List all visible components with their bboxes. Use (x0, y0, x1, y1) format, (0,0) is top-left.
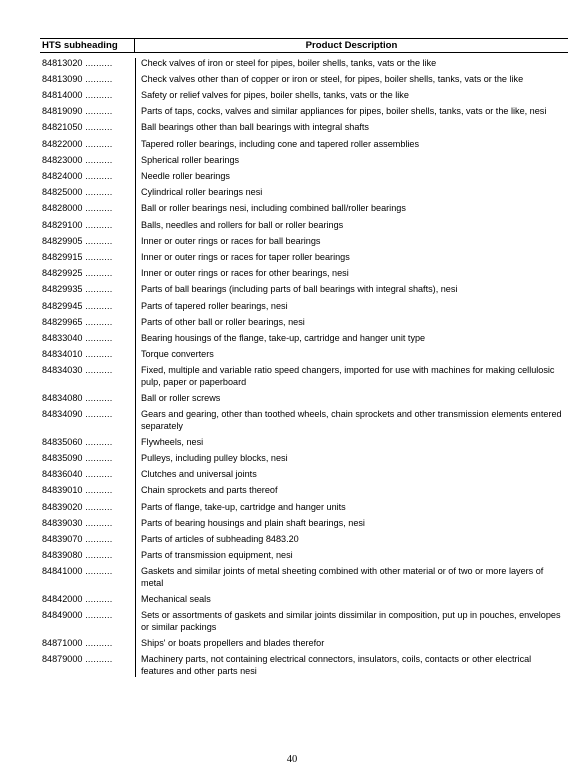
hts-code (40, 74, 135, 86)
dot-leader: .......... (82, 300, 113, 311)
hts-code-text: 84829935 (42, 284, 83, 295)
table-row (40, 453, 568, 465)
hts-code-text: 84819090 (42, 106, 83, 117)
hts-code (40, 518, 135, 530)
product-description: Inner or outer rings or races for other bearings, nesi (141, 268, 349, 279)
table-row (40, 155, 568, 167)
hts-code-text: 84839020 (42, 501, 83, 512)
dot-leader: .......... (82, 251, 113, 262)
hts-code-text: 84834030 (42, 365, 83, 376)
hts-code-text: 84814000 (42, 90, 83, 101)
table-row (40, 74, 568, 86)
table-row (40, 268, 568, 280)
table-row (40, 550, 568, 562)
dot-leader: .......... (82, 594, 113, 604)
dot-leader: .......... (82, 268, 113, 279)
table-row (40, 236, 568, 248)
dot-leader: .......... (82, 550, 113, 561)
product-description: Machinery parts, not containing electrical connectors, insulators, coils, contacts or other electrical features and other parts nesi (141, 654, 532, 676)
dot-leader: .......... (82, 154, 113, 165)
table-row (40, 252, 568, 264)
hts-code-text: 84829945 (42, 300, 83, 311)
hts-code (40, 638, 135, 650)
table-row (40, 139, 568, 151)
hts-code-text: 84879000 (42, 654, 83, 665)
hts-code (40, 566, 135, 589)
table-row (40, 469, 568, 481)
hts-code-text: 84825000 (42, 187, 83, 198)
dot-leader: .......... (82, 610, 113, 621)
dot-leader: .......... (82, 187, 113, 198)
hts-code-text: 84823000 (42, 154, 83, 165)
hts-code (40, 437, 135, 449)
table-row (40, 333, 568, 345)
hts-code (40, 155, 135, 167)
hts-code (40, 236, 135, 248)
hts-code-text: 84839010 (42, 485, 83, 496)
dot-leader: .......... (82, 73, 113, 84)
hts-code-text: 84833040 (42, 332, 83, 343)
dot-leader: .......... (82, 469, 113, 480)
product-description: Parts of taps, cocks, valves and similar appliances for pipes, boiler shells, tanks, vats or the like, nesi (141, 106, 547, 117)
hts-code (40, 393, 135, 405)
hts-code (40, 550, 135, 562)
table-row (40, 638, 568, 650)
table-row (40, 594, 568, 606)
hts-code (40, 502, 135, 514)
hts-product-table (40, 38, 568, 677)
page-number: 40 (286, 754, 298, 765)
hts-code (40, 469, 135, 481)
hts-code (40, 534, 135, 546)
product-description: Parts of tapered roller bearings, nesi (141, 300, 288, 311)
dot-leader: .......... (82, 122, 113, 133)
table-row (40, 566, 568, 589)
dot-leader: .......... (82, 235, 113, 246)
product-description: Ships' or boats propellers and blades therefor (141, 637, 325, 648)
table-row (40, 203, 568, 215)
dot-leader: .......... (82, 453, 113, 463)
hts-code-text: 84835060 (42, 436, 83, 447)
product-description: Parts of articles of subheading 8483.20 (141, 533, 299, 544)
hts-code-text: 84829925 (42, 268, 83, 279)
table-row (40, 502, 568, 514)
dot-leader: .......... (82, 332, 113, 343)
hts-code (40, 284, 135, 296)
hts-code-text: 84813020 (42, 57, 83, 68)
dot-leader: .......... (82, 533, 113, 544)
product-description: Inner or outer rings or races for ball bearings (141, 235, 321, 246)
table-row (40, 171, 568, 183)
dot-leader: .......... (82, 365, 113, 376)
dot-leader: .......... (82, 349, 113, 360)
product-description: Ball or roller screws (141, 392, 221, 403)
product-description: Fixed, multiple and variable ratio speed changers, imported for use with machines for making cellulosic pulp, paper or paperboard (141, 365, 555, 387)
product-description: Check valves of iron or steel for pipes, boiler shells, tanks, vats or the like (141, 57, 437, 68)
hts-code-text: 84829915 (42, 251, 83, 262)
product-description: Needle roller bearings (141, 171, 230, 181)
hts-code (40, 268, 135, 280)
hts-code (40, 409, 135, 432)
product-description: Cylindrical roller bearings nesi (141, 187, 263, 198)
hts-code (40, 171, 135, 183)
hts-code-text: 84824000 (42, 171, 83, 181)
dot-leader: .......... (82, 501, 113, 512)
product-description-header: Product Description (305, 40, 398, 51)
hts-code-text: 84829905 (42, 235, 83, 246)
dot-leader: .......... (82, 90, 113, 101)
hts-code (40, 594, 135, 606)
table-row (40, 610, 568, 633)
hts-code-text: 84822000 (42, 138, 83, 149)
product-description: Safety or relief valves for pipes, boiler shells, tanks, vats or the like (141, 90, 409, 101)
product-description: Spherical roller bearings (141, 154, 240, 165)
dot-leader: .......... (82, 138, 113, 149)
product-description: Sets or assortments of gaskets and similar joints dissimilar in composition, put up in pouches, envelopes or similar packings (141, 610, 561, 632)
table-row (40, 317, 568, 329)
dot-leader: .......... (82, 392, 113, 403)
product-description: Parts of flange, take-up, cartridge and hanger units (141, 501, 346, 512)
product-description: Parts of ball bearings (including parts of ball bearings with integral shafts), nesi (141, 284, 458, 295)
dot-leader: .......... (82, 654, 113, 665)
product-description: Parts of bearing housings and plain shaft bearings, nesi (141, 517, 365, 528)
dot-leader: .......... (82, 436, 113, 447)
dot-leader: .......... (82, 566, 113, 577)
hts-code (40, 365, 135, 388)
product-description: Pulleys, including pulley blocks, nesi (141, 453, 288, 463)
table-row (40, 90, 568, 102)
table-row (40, 349, 568, 361)
hts-code (40, 203, 135, 215)
hts-code (40, 252, 135, 264)
dot-leader: .......... (82, 106, 113, 117)
hts-code (40, 333, 135, 345)
dot-leader: .......... (82, 517, 113, 528)
table-row (40, 106, 568, 118)
hts-code-text: 84821050 (42, 122, 83, 133)
product-description: Check valves other than of copper or iron or steel, for pipes, boiler shells, tanks, vats or the like (141, 73, 524, 84)
hts-code (40, 220, 135, 232)
table-row (40, 365, 568, 388)
dot-leader: .......... (82, 409, 113, 420)
product-description: Tapered roller bearings, including cone and tapered roller assemblies (141, 138, 420, 149)
dot-leader: .......... (82, 203, 113, 214)
table-body (40, 58, 568, 677)
table-row (40, 58, 568, 70)
hts-code-text: 84836040 (42, 469, 83, 480)
table-row (40, 393, 568, 405)
table-row (40, 284, 568, 296)
table-row (40, 437, 568, 449)
hts-code (40, 187, 135, 199)
hts-code (40, 139, 135, 151)
dot-leader: .......... (82, 171, 113, 181)
product-description: Bearing housings of the flange, take-up, cartridge and hanger unit type (141, 332, 426, 343)
table-row (40, 534, 568, 546)
hts-code (40, 58, 135, 70)
product-description: Inner or outer rings or races for taper roller bearings (141, 251, 350, 262)
dot-leader: .......... (82, 219, 113, 230)
hts-code (40, 610, 135, 633)
table-row (40, 187, 568, 199)
dot-leader: .......... (82, 57, 113, 68)
hts-code-text: 84842000 (42, 594, 83, 604)
hts-code-text: 84828000 (42, 203, 83, 214)
table-row (40, 654, 568, 677)
product-description: Gears and gearing, other than toothed wheels, chain sprockets and other transmission elements entered separately (141, 409, 562, 431)
table-header (40, 38, 568, 53)
product-description: Flywheels, nesi (141, 436, 204, 447)
product-description: Balls, needles and rollers for ball or roller bearings (141, 219, 344, 230)
table-row (40, 409, 568, 432)
hts-code-text: 84835090 (42, 453, 83, 463)
product-description: Chain sprockets and parts thereof (141, 485, 278, 496)
hts-code (40, 106, 135, 118)
hts-code-text: 84834090 (42, 409, 83, 420)
dot-leader: .......... (82, 284, 113, 295)
hts-code (40, 485, 135, 497)
hts-code (40, 90, 135, 102)
hts-code (40, 453, 135, 465)
hts-code-text: 84813090 (42, 73, 83, 84)
hts-code-text: 84849000 (42, 610, 83, 621)
hts-code (40, 317, 135, 329)
hts-code-text: 84829965 (42, 316, 83, 327)
hts-code (40, 122, 135, 134)
hts-code (40, 301, 135, 313)
hts-code-text: 84839080 (42, 550, 83, 561)
table-row (40, 122, 568, 134)
dot-leader: .......... (82, 637, 113, 648)
hts-code-text: 84829100 (42, 219, 83, 230)
product-description: Ball or roller bearings nesi, including combined ball/roller bearings (141, 203, 406, 214)
hts-code-text: 84839030 (42, 517, 83, 528)
table-row (40, 518, 568, 530)
product-description: Parts of other ball or roller bearings, nesi (141, 316, 305, 327)
table-row (40, 220, 568, 232)
hts-code (40, 654, 135, 677)
product-description: Mechanical seals (141, 594, 211, 604)
hts-code (40, 349, 135, 361)
product-description: Gaskets and similar joints of metal sheeting combined with other material or of two or more layers of metal (141, 566, 544, 588)
hts-code-text: 84841000 (42, 566, 83, 577)
hts-subheading-header: HTS subheading (40, 39, 135, 52)
dot-leader: .......... (82, 316, 113, 327)
table-row (40, 485, 568, 497)
table-row (40, 301, 568, 313)
product-description: Clutches and universal joints (141, 469, 257, 480)
hts-code-text: 84834080 (42, 392, 83, 403)
product-description: Parts of transmission equipment, nesi (141, 550, 293, 561)
hts-code-text: 84839070 (42, 533, 83, 544)
product-description: Torque converters (141, 349, 214, 360)
dot-leader: .......... (82, 485, 113, 496)
product-description: Ball bearings other than ball bearings with integral shafts (141, 122, 369, 133)
hts-code-text: 84834010 (42, 349, 83, 360)
hts-code-text: 84871000 (42, 637, 83, 648)
